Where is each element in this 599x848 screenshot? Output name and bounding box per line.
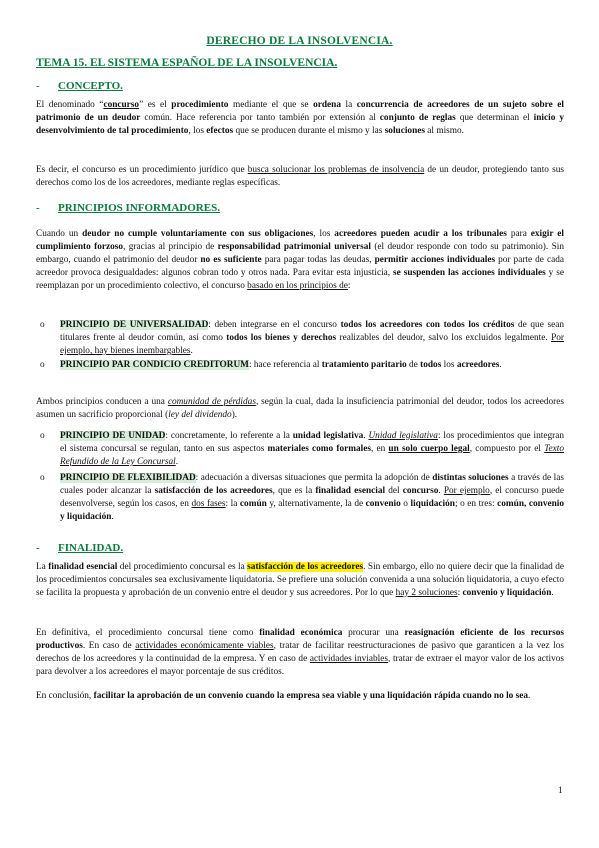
section-heading-principios: - PRINCIPIOS INFORMADORES. <box>36 202 220 214</box>
topic-title: . EL SISTEMA ESPAÑOL DE LA INSOLVENCIA. <box>84 57 338 69</box>
section-heading-finalidad: - FINALIDAD. <box>36 542 124 554</box>
paragraph-concepto-1: El denominado “concurso” es el procedimiento mediante el que se ordena la concurrencia de acreedores de un sujeto sobre el patrimonio de un deudor común. Hace referencia por tanto también por extensión al conjunto de reglas que determinan el inicio y desenvolvimiento de tal procedimiento, los efectos que se producen durante el mismo y las soluciones al mismo. <box>36 100 564 136</box>
paragraph-concepto-2: Es decir, el concurso es un procedimiento jurídico que busca solucionar los problemas de insolvencia de un deudor, protegiendo tanto sus derechos como los de los acreedores, mediante reglas específicas. <box>36 165 564 188</box>
bullet-icon: o <box>40 360 45 370</box>
list-item-flexibilidad: o PRINCIPIO DE FLEXIBILIDAD: adecuación a diversas situaciones que permita la adopción de distintas soluciones a través de las cuales poder alcanzar la satisfacción de los acreedores, que es la finalidad esencial del concurso. Por ejemplo, el concurso puede desenvolverse, según los casos, en dos fases: la común y, alternativamente, la de convenio o liquidación; o en tres: común, convenio y liquidación. <box>40 473 565 522</box>
paragraph-principios-2: Ambos principios conducen a una comunidad de pérdidas, según la cual, dada la insuficiencia patrimonial del deudor, todos los acreedores asumen un sacrificio proporcional (ley del dividendo). <box>36 397 564 420</box>
document-title: DERECHO DE LA INSOLVENCIA. <box>206 35 393 47</box>
list-item-unidad: o PRINCIPIO DE UNIDAD: concretamente, lo referente a la unidad legislativa. Unidad legislativa: los procedimientos que integran el sistema concursal se regulan, tanto en sus aspectos materiales como formales, en un solo cuerpo legal, compuesto por el Texto Refundido de la Ley Concursal. <box>40 431 564 467</box>
topic-number: TEMA 15 <box>36 57 85 69</box>
paragraph-finalidad-1: La finalidad esencial del procedimiento concursal es la satisfacción de los acreedores. Sin embargo, ello no quiere decir que la finalidad de los procedimientos concursales sea exclusivamente liquidatoria. Se prefiere una solución convenida a una solución liquidatoria, a cuyo efecto se facilita la propuesta y aprobación de un convenio entre el deudor y sus acreedores. Por lo que hay 2 soluciones: convenio y liquidación. <box>36 562 565 598</box>
page-number: 1 <box>558 786 563 796</box>
bullet-icon: o <box>40 320 45 330</box>
bullet-icon: o <box>40 431 45 441</box>
paragraph-finalidad-2: En definitiva, el procedimiento concursal tiene como finalidad económica procurar una reasignación eficiente de los recursos productivos. En caso de actividades económicamente viables, tratar de facilitar reestructuraciones de pasivo que garanticen a la vez los derechos de los acreedores y la continuidad de la empresa. Y en caso de actividades inviables, tratar de extraer el mayor valor de los activos para devolver a los acreedores el mayor porcentaje de sus créditos. <box>36 628 565 677</box>
section-heading-concepto: - CONCEPTO. <box>36 80 123 92</box>
list-item-par-condicio: o PRINCIPIO PAR CONDICIO CREDITORUM: hace referencia al tratamiento paritario de todos los acreedores. <box>40 360 502 370</box>
paragraph-principios-1: Cuando un deudor no cumple voluntariamente con sus obligaciones, los acreedores pueden acudir a los tribunales para exigir el cumplimiento forzoso, gracias al principio de responsabilidad patrimonial universal (el deudor responde con todo su patrimonio). Sin embargo, cuando el patrimonio del deudor no es suficiente para pagar todas las deudas, permitir acciones individuales por parte de cada acreedor provoca desigualdades: algunos cobran todo y otros nada. Para evitar esta injusticia, se suspenden las acciones individuales y se reemplazan por un procedimiento colectivo, el concurso basado en los principios de: <box>36 229 564 291</box>
topic-heading <box>36 57 337 69</box>
paragraph-conclusion: En conclusión, facilitar la aprobación de un convenio cuando la empresa sea viable y una liquidación rápida cuando no lo sea. <box>36 691 531 701</box>
list-item-universalidad: o PRINCIPIO DE UNIVERSALIDAD: deben integrarse en el concurso todos los acreedores con todos los créditos de que sean titulares frente al deudor común, así como todos los bienes y derechos realizables del deudor, salvo los excluidos legalmente. Por ejemplo, hay bienes inembargables. <box>40 320 564 356</box>
bullet-icon: o <box>40 473 45 483</box>
